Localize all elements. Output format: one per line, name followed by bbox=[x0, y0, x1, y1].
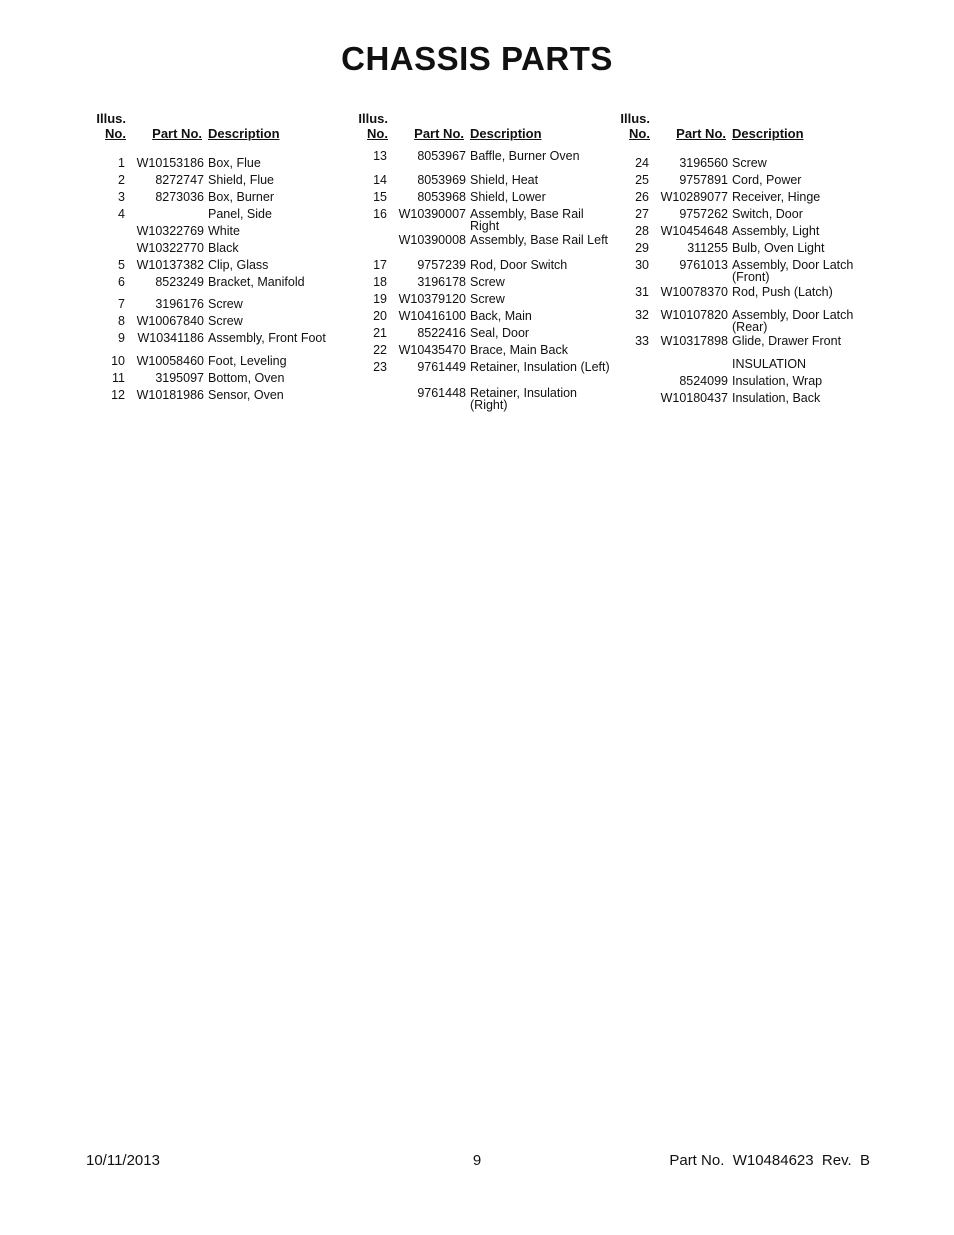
table-row: 2 8272747 Shield, Flue bbox=[118, 173, 275, 187]
table-row: 9 W10341186 Assembly, Front Foot bbox=[118, 331, 326, 345]
table-row: 3 8273036 Box, Burner bbox=[118, 190, 275, 204]
section-heading-insulation: INSULATION bbox=[732, 357, 807, 371]
table-row: 25 9757891 Cord, Power bbox=[635, 173, 802, 187]
table-row: 1 W10153186 Box, Flue bbox=[118, 156, 261, 170]
table-row: 8 W10067840 Screw bbox=[118, 314, 243, 328]
table-row: W10390008 Assembly, Base Rail Left bbox=[398, 233, 609, 247]
illus-no-header: Illus. No. bbox=[96, 111, 126, 141]
table-row: 6 8523249 Bracket, Manifold bbox=[118, 275, 305, 289]
part-no-header: Part No. bbox=[676, 126, 726, 141]
part-no-header: Part No. bbox=[414, 126, 464, 141]
footer-page-number: 9 bbox=[472, 1152, 482, 1169]
table-row: 17 9757239 Rod, Door Switch bbox=[373, 258, 568, 272]
table-row: W10180437 Insulation, Back bbox=[660, 391, 821, 405]
table-row: W10322769 White bbox=[136, 224, 240, 238]
table-row: 16 W10390007 Assembly, Base Rail Right bbox=[373, 207, 584, 233]
table-row: 29 311255 Bulb, Oven Light bbox=[635, 241, 825, 255]
table-row: 13 8053967 Baffle, Burner Oven bbox=[373, 149, 580, 163]
table-row: 5 W10137382 Clip, Glass bbox=[118, 258, 269, 272]
table-row: 21 8522416 Seal, Door bbox=[373, 326, 530, 340]
table-row: 7 3196176 Screw bbox=[118, 297, 243, 311]
table-row: 26 W10289077 Receiver, Hinge bbox=[635, 190, 821, 204]
table-row: 33 W10317898 Glide, Drawer Front bbox=[635, 334, 842, 348]
table-row: 15 8053968 Shield, Lower bbox=[373, 190, 546, 204]
table-row: 24 3196560 Screw bbox=[635, 156, 767, 170]
description-header: Description bbox=[208, 126, 280, 141]
illus-no-header: Illus. No. bbox=[358, 111, 388, 141]
illus-no-header: Illus. No. bbox=[620, 111, 650, 141]
parts-column-2 bbox=[352, 111, 612, 413]
footer-part-reference: Part No. W10484623 Rev. B bbox=[669, 1152, 870, 1169]
table-row: 32 W10107820 Assembly, Door Latch (Rear) bbox=[635, 308, 854, 334]
table-row: 8524099 Insulation, Wrap bbox=[679, 374, 823, 388]
description-header: Description bbox=[732, 126, 804, 141]
table-row: 30 9761013 Assembly, Door Latch (Front) bbox=[635, 258, 854, 284]
footer-date: 10/11/2013 bbox=[86, 1152, 160, 1169]
parts-column-3 bbox=[614, 111, 874, 409]
table-row: 4 Panel, Side bbox=[118, 207, 272, 221]
table-row: 28 W10454648 Assembly, Light bbox=[635, 224, 820, 238]
column-header bbox=[90, 111, 350, 145]
page-title: CHASSIS PARTS bbox=[341, 40, 613, 77]
table-row: 27 9757262 Switch, Door bbox=[635, 207, 803, 221]
table-row: 31 W10078370 Rod, Push (Latch) bbox=[635, 285, 833, 299]
table-row: W10322770 Black bbox=[136, 241, 239, 255]
table-row: 22 W10435470 Brace, Main Back bbox=[373, 343, 568, 357]
description-header: Description bbox=[470, 126, 542, 141]
table-row: 12 W10181986 Sensor, Oven bbox=[111, 388, 284, 402]
table-row: 9761448 Retainer, Insulation (Right) bbox=[417, 386, 578, 412]
part-no-header: Part No. bbox=[152, 126, 202, 141]
table-row: 19 W10379120 Screw bbox=[373, 292, 505, 306]
table-row: 10 W10058460 Foot, Leveling bbox=[111, 354, 287, 368]
table-row: 23 9761449 Retainer, Insulation (Left) bbox=[373, 360, 610, 374]
table-row: 18 3196178 Screw bbox=[373, 275, 505, 289]
table-row: 11 3195097 Bottom, Oven bbox=[112, 371, 285, 385]
parts-column-1 bbox=[90, 111, 350, 406]
column-header bbox=[614, 111, 874, 145]
column-header bbox=[352, 111, 612, 145]
table-row: 20 W10416100 Back, Main bbox=[373, 309, 532, 323]
table-row: 14 8053969 Shield, Heat bbox=[373, 173, 539, 187]
